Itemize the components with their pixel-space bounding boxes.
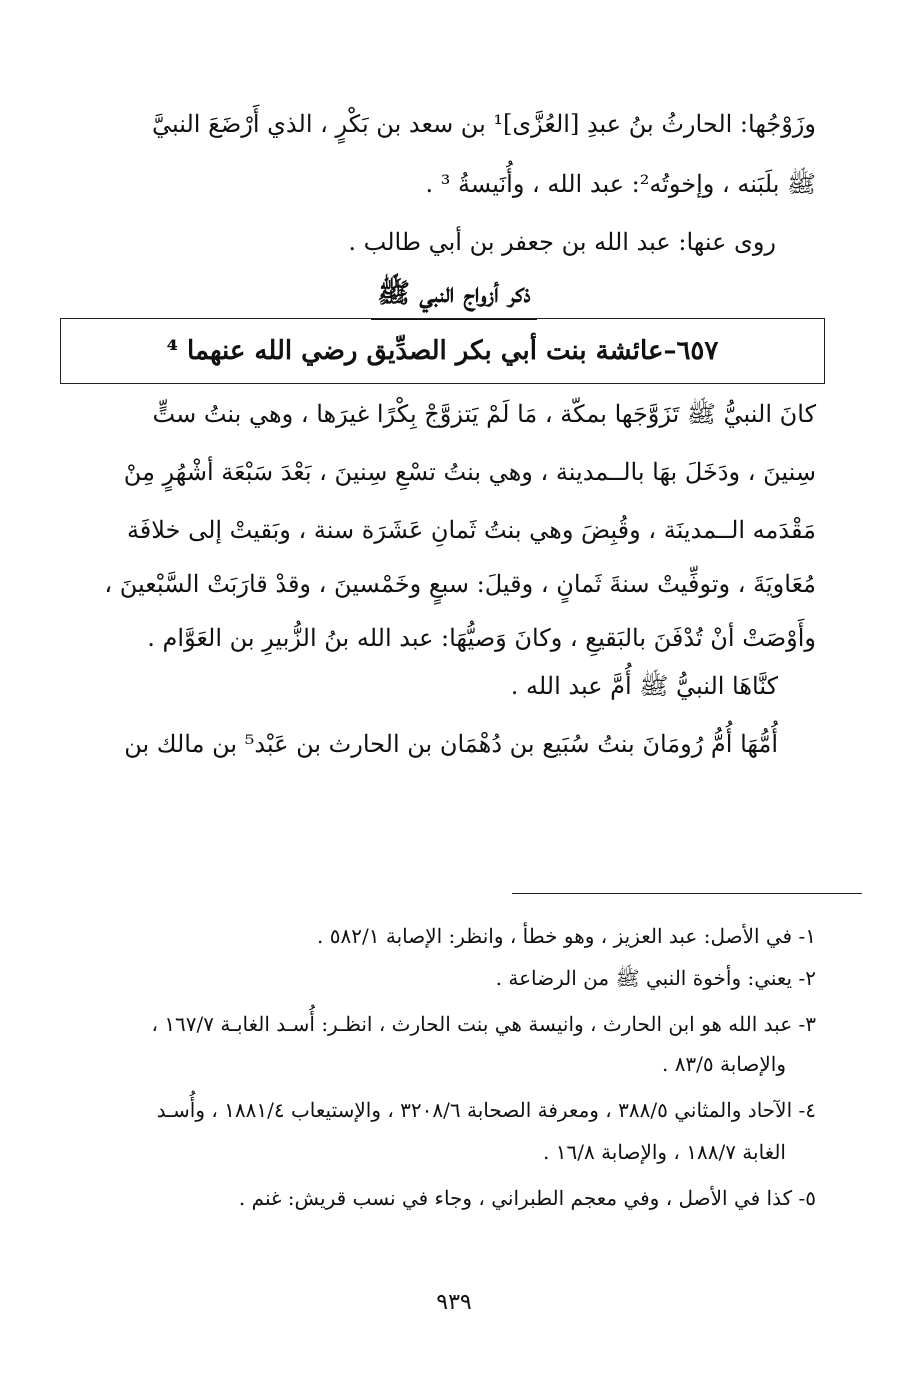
intro-line-2: ﷺ بلَبَنه ، وإخوتُه²: عبد الله ، وأُنَيسةُ ³ . (425, 170, 816, 198)
section-title-text: ذكر أزواج النبي ﷺ (371, 272, 536, 320)
intro-line-1: وزَوْجُها: الحارثُ بنُ عبدِ [العُزَّى]¹ بن سعد بن بَكْرٍ ، الذي أَرْضَعَ النبيَّ (152, 110, 816, 138)
entry-heading: ٦٥٧–عائشة بنت أبي بكر الصدِّيق رضي الله عنهما ⁴ (166, 336, 719, 366)
footnote-2: ٢- يعني: وأخوة النبي ﷺ من الرضاعة . (495, 966, 816, 990)
section-title (0, 272, 908, 320)
footnote-1: ١- في الأصل: عبد العزيز ، وهو خطأ ، وانظر: الإصابة ٥٨٢/١ . (317, 924, 816, 948)
footnote-4-continued: الغابة ١٨٨/٧ ، والإصابة ١٦/٨ . (543, 1140, 786, 1164)
entry-line-4: مُعَاويَةَ ، وتوفِّيتْ سنةَ ثَمانٍ ، وقيلَ: سبعٍ وخَمْسينَ ، وقدْ قارَبَتْ السَّبْعينَ ، (104, 570, 816, 598)
entry-heading-box (60, 318, 825, 384)
entry-line-1: كانَ النبيُّ ﷺ تَزَوَّجَها بمكّة ، مَا لَمْ يَتزوَّجْ بِكْرًا غيرَها ، وهي بنتُ ستٍّ (152, 400, 816, 428)
entry-line-3: مَقْدَمه الــمدينَة ، وقُبِضَ وهي بنتُ ثَمانِ عَشَرَة سنة ، وبَقيتْ إلى خلافَة (126, 516, 816, 544)
intro-line-3: روى عنها: عبد الله بن جعفر بن أبي طالب . (348, 228, 776, 256)
footnote-3: ٣- عبد الله هو ابن الحارث ، وانيسة هي بنت الحارث ، انظـر: أُسـد الغابـة ١٦٧/٧ ، (151, 1012, 816, 1036)
entry-line-6: كنَّاهَا النبيُّ ﷺ أُمَّ عبد الله . (510, 672, 778, 700)
footnote-3-continued: والإصابة ٨٣/٥ . (661, 1052, 786, 1076)
footnote-4: ٤- الآحاد والمثاني ٣٨٨/٥ ، ومعرفة الصحابة ٣٢٠٨/٦ ، والإستيعاب ١٨٨١/٤ ، وأُسـد (156, 1098, 816, 1122)
entry-line-5: وأَوْصَتْ أنْ تُدْفَنَ بالبَقيعِ ، وكانَ وَصيُّهَا: عبد الله بنُ الزُّبيرِ بن العَوَّام . (147, 624, 816, 652)
footnote-5: ٥- كذا في الأصل ، وفي معجم الطبراني ، وجاء في نسب قريش: غنم . (238, 1186, 816, 1210)
footnote-separator (512, 893, 862, 894)
entry-line-2: سِنينَ ، ودَخَلَ بهَا بالــمدينة ، وهي بنتُ تسْعِ سِنينَ ، بَعْدَ سَبْعَة أشْهُرٍ مِنْ (123, 458, 816, 486)
page-number: ٩٣٩ (436, 1290, 472, 1315)
entry-line-7: أُمُّهَا أُمُّ رُومَانَ بنتُ سُبَيع بن دُهْمَان بن الحارث بن عَبْد⁵ بن مالك بن (124, 730, 778, 758)
